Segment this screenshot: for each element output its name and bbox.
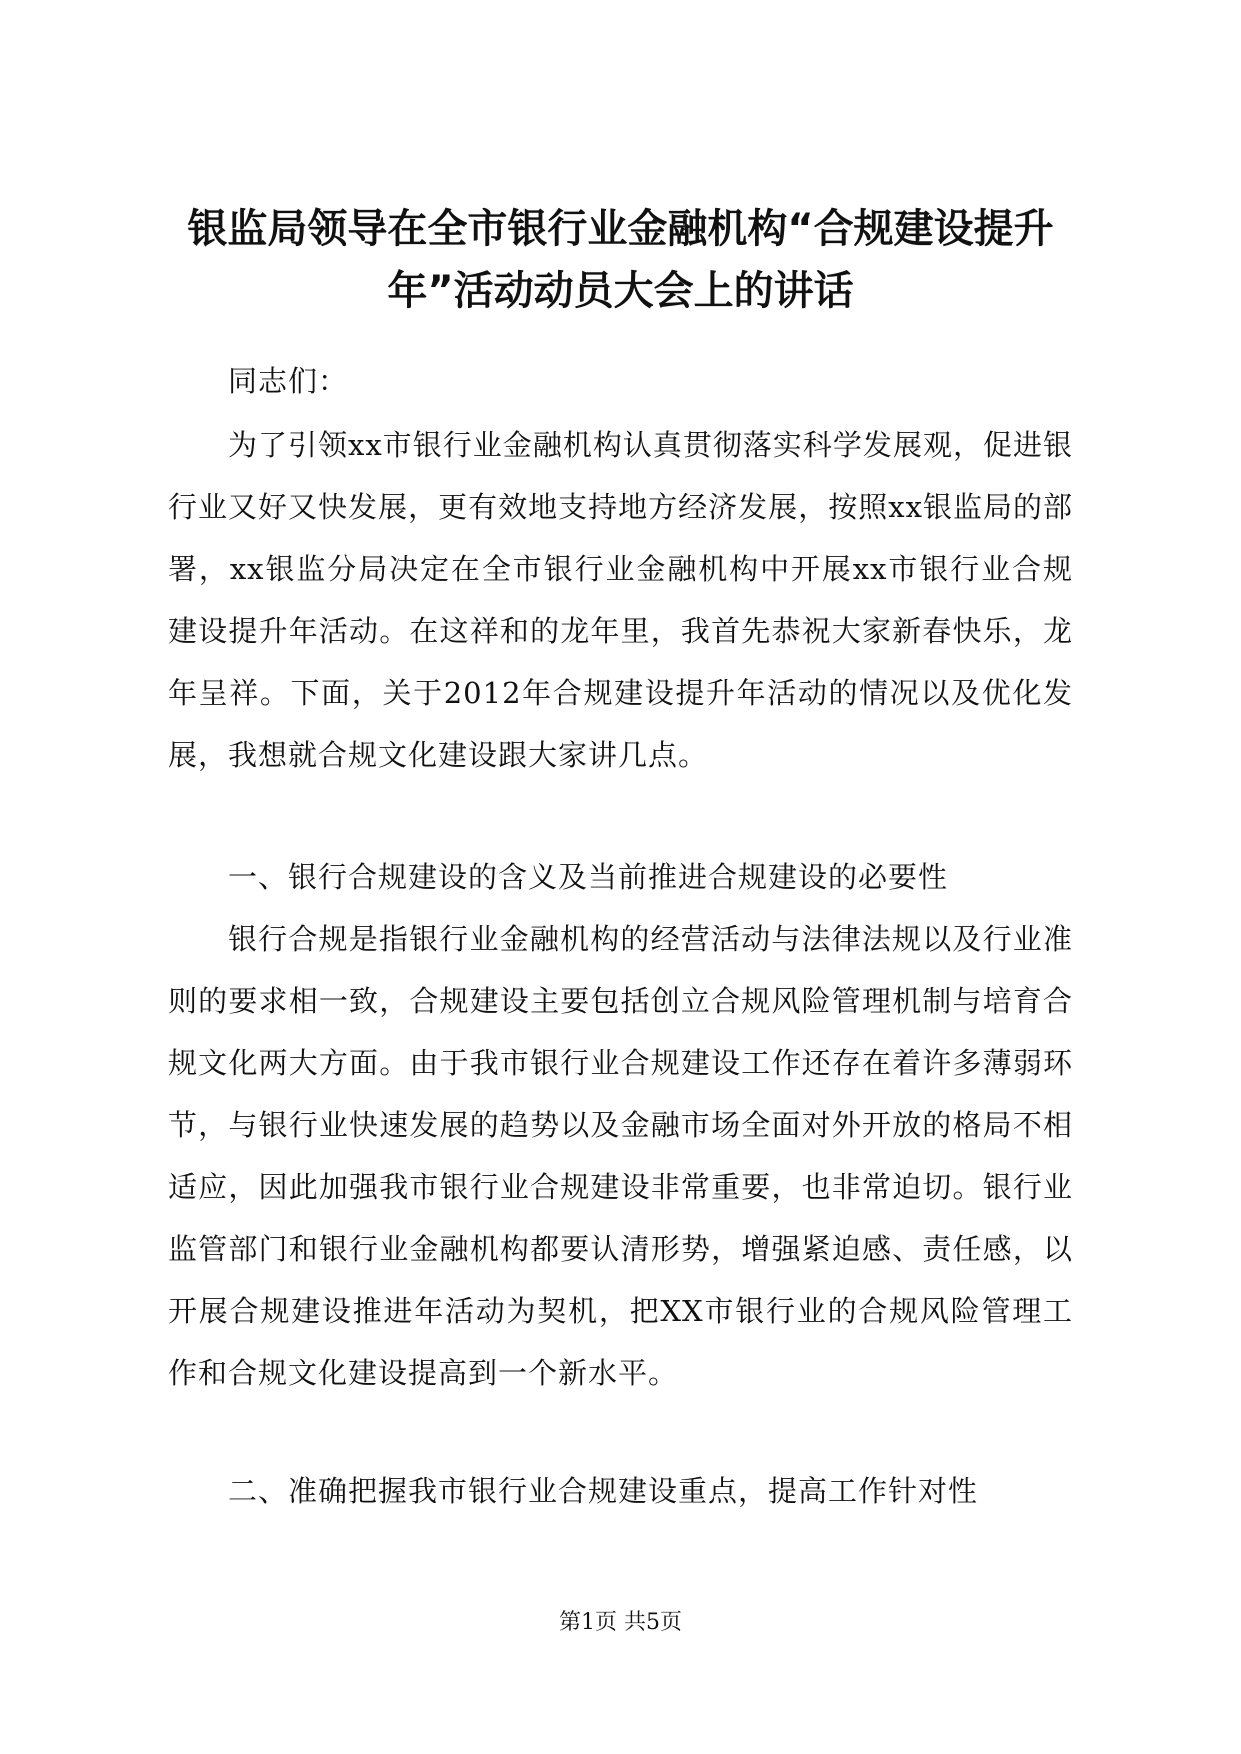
- paragraph-intro: 为了引领xx市银行业金融机构认真贯彻落实科学发展观，促进银行业又好又快发展，更有效地支持地方经济发展，按照xx银监局的部署，xx银监分局决定在全市银行业金融机构中开展xx市银行业合规建设提升年活动。在这祥和的龙年里，我首先恭祝大家新春快乐，龙年呈祥。下面，关于2012年合规建设提升年活动的情况以及优化发展，我想就合规文化建设跟大家讲几点。: [168, 428, 1073, 772]
- document-title: 银监局领导在全市银行业金融机构“合规建设提升年”活动动员大会上的讲话: [187, 206, 1054, 314]
- section-heading-2: 二、准确把握我市银行业合规建设重点，提高工作针对性: [228, 1474, 979, 1508]
- paragraph-compliance-meaning: 银行合规是指银行业金融机构的经营活动与法律法规以及行业准则的要求相一致，合规建设主要包括创立合规风险管理机制与培育合规文化两大方面。由于我市银行业合规建设工作还存在着许多薄弱环节，与银行业快速发展的趋势以及金融市场全面对外开放的格局不相适应，因此加强我市银行业合规建设非常重要，也非常迫切。银行业监管部门和银行业金融机构都要认清形势，增强紧迫感、责任感，以开展合规建设推进年活动为契机，把XX市银行业的合规风险管理工作和合规文化建设提高到一个新水平。: [168, 922, 1073, 1390]
- greeting: 同志们：: [228, 364, 349, 398]
- page-number-footer: 第1页 共5页: [559, 1610, 682, 1635]
- section-heading-1: 一、银行合规建设的含义及当前推进合规建设的必要性: [228, 860, 949, 894]
